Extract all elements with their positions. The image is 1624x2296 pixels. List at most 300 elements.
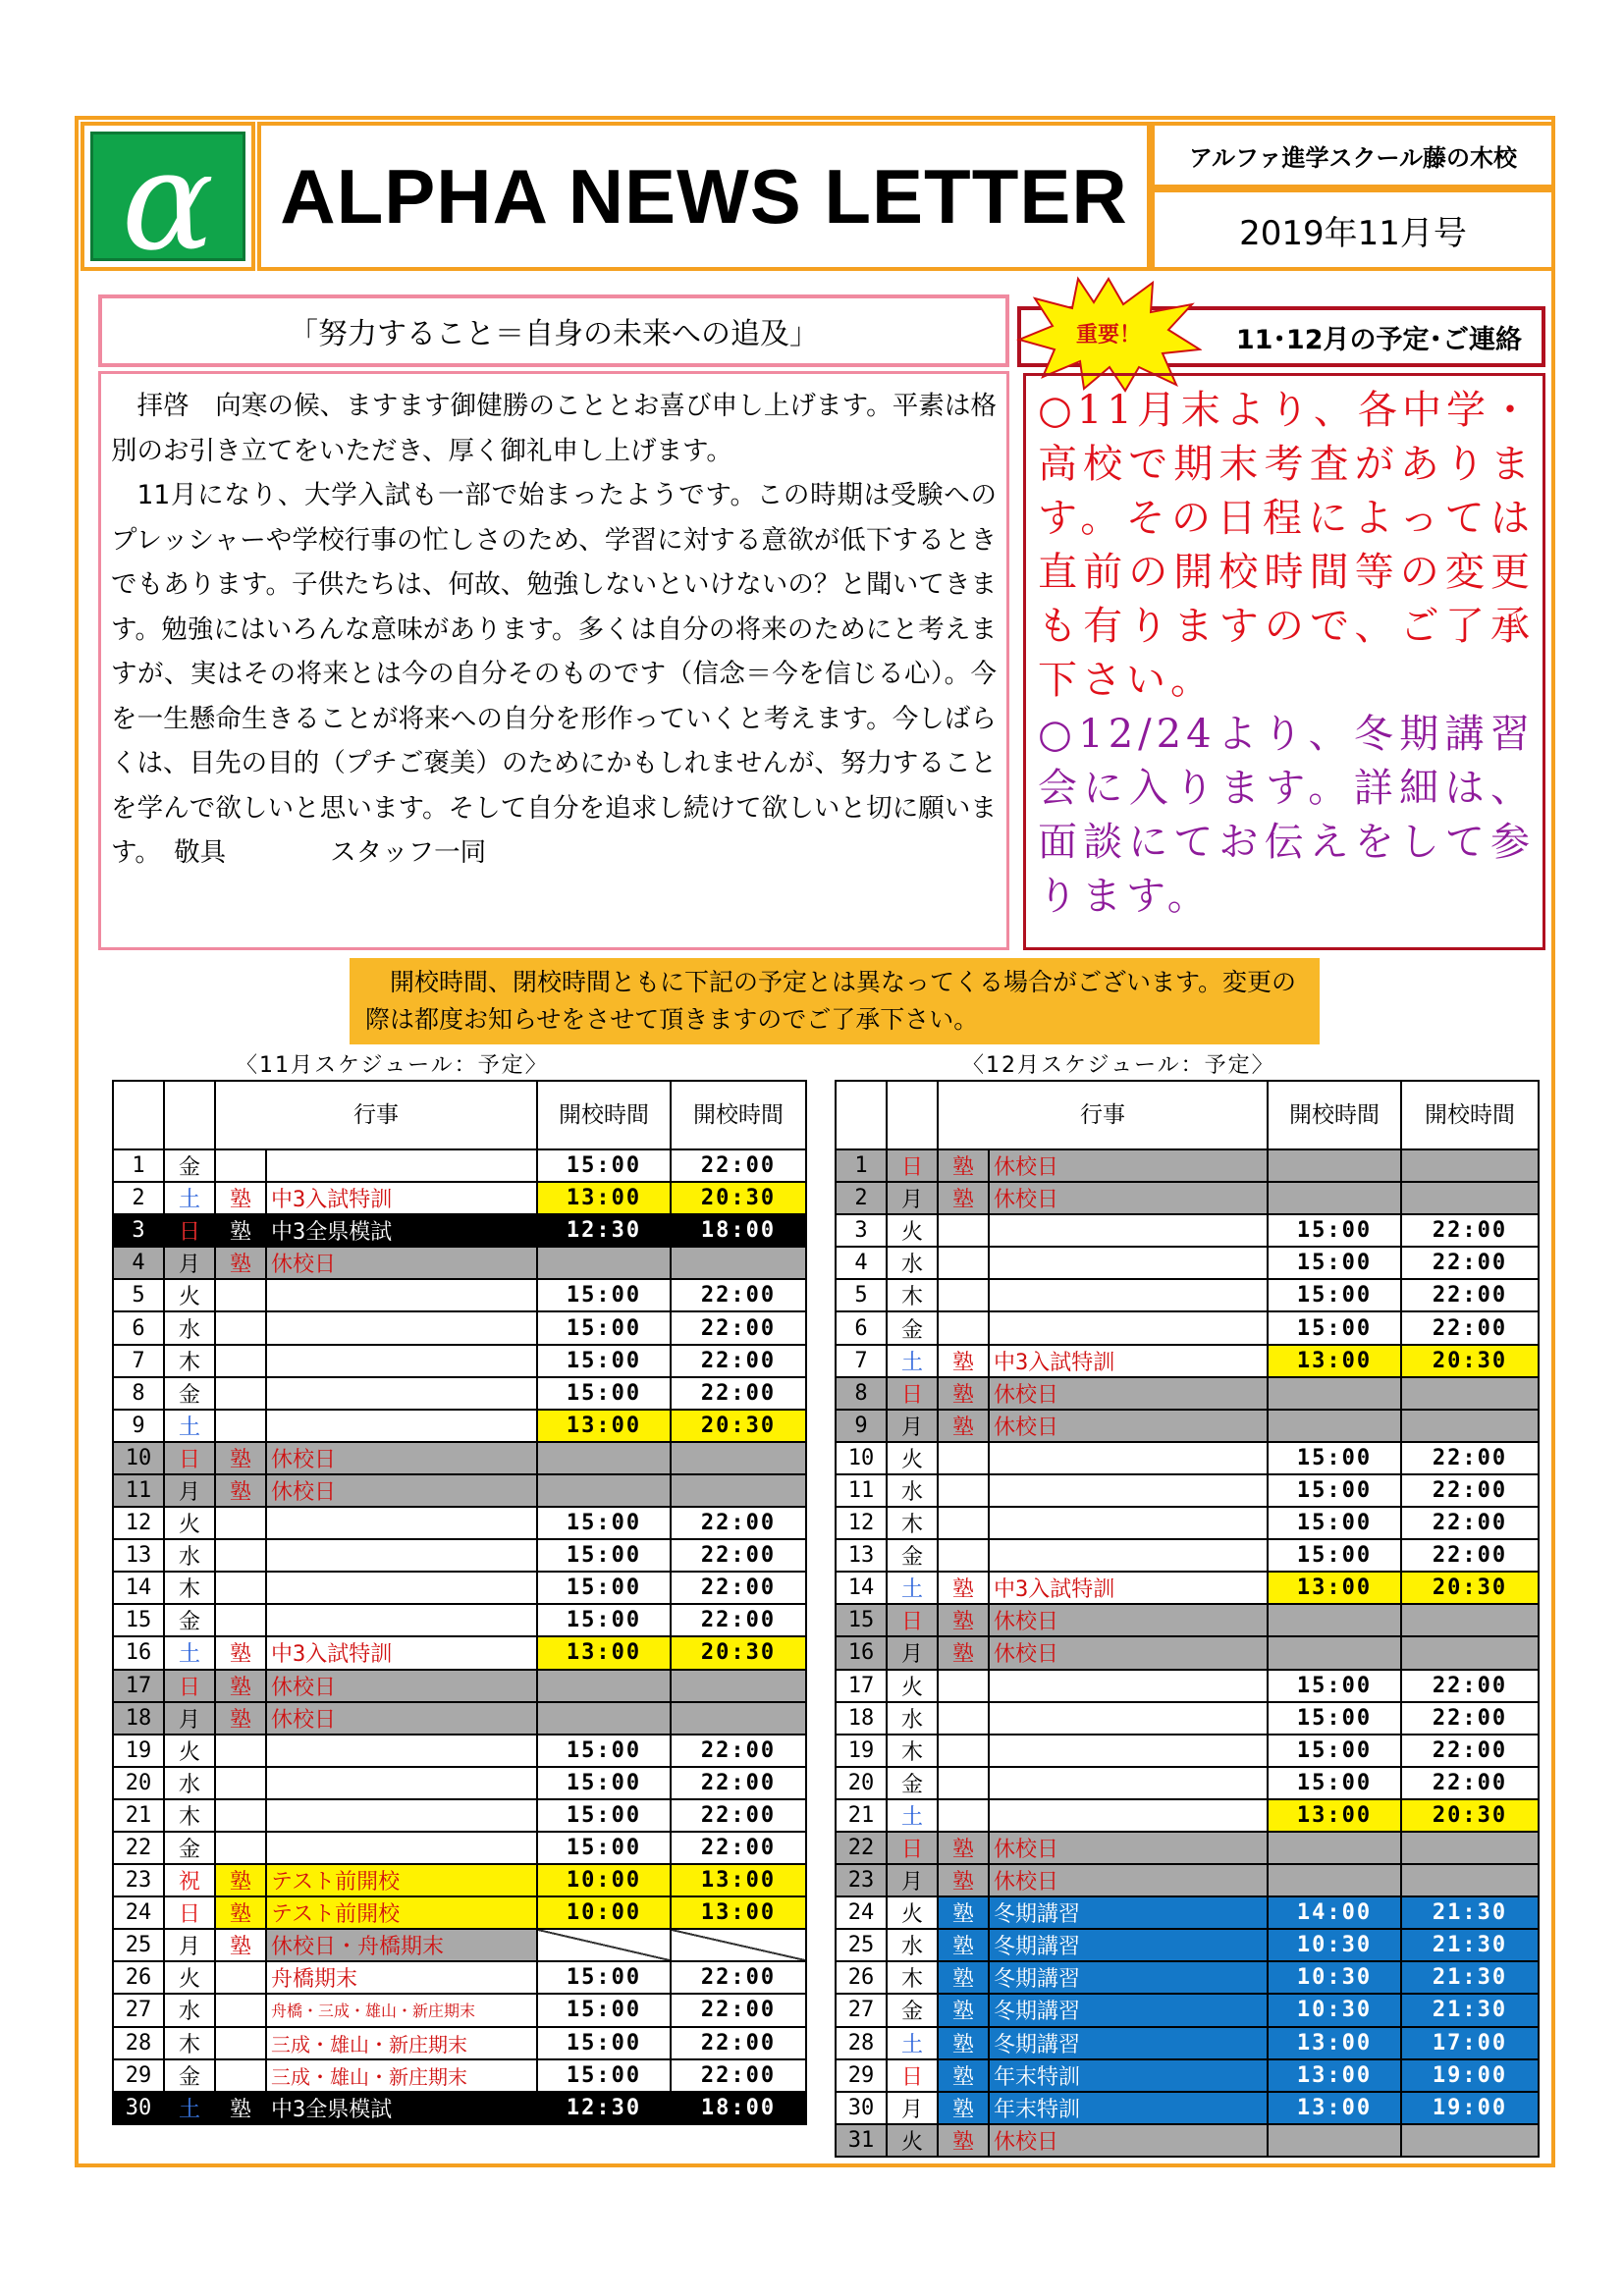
- event-cell: [989, 1507, 1268, 1539]
- open-time-cell: 15:00: [537, 1604, 671, 1636]
- event-cell: 休校日: [266, 1670, 537, 1702]
- juku-cell: [215, 1961, 266, 1994]
- juku-cell: [215, 1377, 266, 1410]
- day-cell: 10: [836, 1442, 887, 1474]
- greeting-paragraph: 拝啓 向寒の候、ますます御健勝のこととお喜び申し上げます。平素は格別のお引き立てをいただき、厚く御礼申し上げます。: [111, 391, 997, 466]
- close-time-cell: 22:00: [1401, 1767, 1539, 1799]
- day-cell: 13: [113, 1539, 164, 1572]
- juku-cell: 塾: [215, 1474, 266, 1507]
- open-time-cell: [537, 1929, 671, 1961]
- event-cell: 年末特訓: [989, 2059, 1268, 2092]
- juku-cell: [938, 1799, 989, 1832]
- open-time-cell: 15:00: [1268, 1214, 1401, 1247]
- weekday-cell: 日: [887, 1832, 938, 1864]
- weekday-cell: 日: [164, 1670, 215, 1702]
- event-cell: [989, 1767, 1268, 1799]
- close-time-cell: 22:00: [671, 1279, 806, 1311]
- weekday-cell: 土: [164, 2092, 215, 2124]
- juku-cell: 塾: [215, 1182, 266, 1214]
- notice-item-exams: ○11月末より、各中学・高校で期末考査があります。その日程によっては直前の開校時間等の変更も有りますので、ご了承下さい。: [1038, 388, 1535, 703]
- day-cell: 4: [836, 1247, 887, 1279]
- weekday-cell: 土: [887, 2027, 938, 2059]
- juku-cell: [215, 1799, 266, 1832]
- close-time-cell: 18:00: [671, 2092, 806, 2124]
- open-time-cell: 15:00: [1268, 1735, 1401, 1767]
- close-time-cell: 22:00: [671, 2027, 806, 2059]
- close-time-cell: 22:00: [671, 1832, 806, 1864]
- close-time-cell: 21:30: [1401, 1896, 1539, 1929]
- juku-cell: [938, 1767, 989, 1799]
- weekday-cell: 日: [887, 2059, 938, 2092]
- juku-cell: [215, 1507, 266, 1539]
- event-cell: 休校日: [989, 1182, 1268, 1214]
- weekday-cell: 金: [887, 1767, 938, 1799]
- open-time-header: 開校時間: [537, 1081, 671, 1149]
- open-time-cell: [1268, 1377, 1401, 1410]
- day-cell: 18: [836, 1702, 887, 1735]
- juku-cell: 塾: [938, 2124, 989, 2157]
- schedule-row: [113, 1929, 806, 1961]
- close-time-cell: 13:00: [671, 1896, 806, 1929]
- schedule-row: [836, 1539, 1539, 1572]
- juku-cell: [215, 1410, 266, 1442]
- day-cell: 30: [836, 2092, 887, 2124]
- open-time-cell: 15:00: [537, 1149, 671, 1182]
- close-time-cell: 22:00: [1401, 1442, 1539, 1474]
- open-time-cell: [537, 1670, 671, 1702]
- event-cell: 休校日: [266, 1247, 537, 1279]
- newsletter-title: ALPHA NEWS LETTER: [257, 122, 1151, 271]
- close-time-cell: 22:00: [1401, 1670, 1539, 1702]
- weekday-cell: 火: [887, 2124, 938, 2157]
- day-cell: 26: [113, 1961, 164, 1994]
- close-time-cell: 22:00: [671, 1767, 806, 1799]
- schedule-row: [113, 1670, 806, 1702]
- weekday-cell: 日: [887, 1604, 938, 1636]
- close-time-cell: [671, 1702, 806, 1735]
- open-time-cell: 15:00: [1268, 1670, 1401, 1702]
- event-cell: 休校日: [989, 1149, 1268, 1182]
- schedule-row: [836, 1279, 1539, 1311]
- weekday-cell: 土: [887, 1572, 938, 1604]
- close-time-cell: 22:00: [1401, 1735, 1539, 1767]
- schedule-row: [113, 1961, 806, 1994]
- juku-cell: 塾: [215, 1670, 266, 1702]
- event-cell: 冬期講習: [989, 1896, 1268, 1929]
- important-badge: 重要！: [1076, 323, 1142, 347]
- juku-cell: 塾: [215, 1702, 266, 1735]
- juku-cell: 塾: [938, 1896, 989, 1929]
- event-cell: テスト前開校: [266, 1864, 537, 1896]
- schedule-row: [113, 1507, 806, 1539]
- open-time-cell: 13:00: [1268, 2059, 1401, 2092]
- schedule-row: [113, 1767, 806, 1799]
- day-cell: 13: [836, 1539, 887, 1572]
- weekday-cell: 土: [887, 1345, 938, 1377]
- day-cell: 14: [836, 1572, 887, 1604]
- schedule-row: [836, 2124, 1539, 2157]
- juku-cell: 塾: [215, 1929, 266, 1961]
- juku-cell: [215, 1767, 266, 1799]
- day-cell: 23: [836, 1864, 887, 1896]
- day-cell: 6: [836, 1311, 887, 1344]
- schedule-row: [836, 1799, 1539, 1832]
- open-time-cell: 13:00: [537, 1410, 671, 1442]
- open-time-cell: 15:00: [1268, 1311, 1401, 1344]
- schedule-row: [836, 1149, 1539, 1182]
- event-cell: 中3入試特訓: [266, 1182, 537, 1214]
- close-time-cell: 22:00: [671, 1961, 806, 1994]
- day-cell: 16: [836, 1636, 887, 1669]
- open-time-cell: 15:00: [537, 1539, 671, 1572]
- november-schedule-table: [112, 1080, 807, 2125]
- juku-cell: 塾: [938, 1572, 989, 1604]
- close-time-cell: 20:30: [671, 1636, 806, 1669]
- weekday-cell: 土: [887, 1799, 938, 1832]
- open-time-cell: 15:00: [537, 1832, 671, 1864]
- weekday-cell: 日: [164, 1214, 215, 1247]
- schedule-row: [113, 1735, 806, 1767]
- schedule-row: [836, 1410, 1539, 1442]
- day-cell: 25: [836, 1929, 887, 1961]
- weekday-cell: 金: [164, 2059, 215, 2092]
- juku-cell: 塾: [938, 1377, 989, 1410]
- day-cell: 3: [836, 1214, 887, 1247]
- open-time-cell: 15:00: [1268, 1767, 1401, 1799]
- schedule-row: [113, 1604, 806, 1636]
- open-time-cell: 13:00: [1268, 1345, 1401, 1377]
- alpha-logo-icon: α: [90, 132, 245, 261]
- open-time-cell: 15:00: [537, 1377, 671, 1410]
- logo: [81, 122, 255, 282]
- schedule-row: [113, 1896, 806, 1929]
- open-time-cell: 15:00: [1268, 1279, 1401, 1311]
- open-time-cell: 15:00: [537, 1311, 671, 1344]
- november-caption: 〈11月スケジュール：予定〉: [236, 1053, 549, 1078]
- schedule-row: [113, 1182, 806, 1214]
- day-cell: 6: [113, 1311, 164, 1344]
- close-time-cell: 22:00: [1401, 1214, 1539, 1247]
- day-cell: 28: [836, 2027, 887, 2059]
- close-time-cell: [671, 1474, 806, 1507]
- close-time-cell: 22:00: [671, 1539, 806, 1572]
- juku-cell: 塾: [215, 1214, 266, 1247]
- juku-cell: [215, 1279, 266, 1311]
- juku-cell: [938, 1735, 989, 1767]
- schedule-row: [836, 1214, 1539, 1247]
- juku-cell: 塾: [938, 1604, 989, 1636]
- close-time-cell: 20:30: [671, 1410, 806, 1442]
- schedule-row: [836, 2027, 1539, 2059]
- day-cell: 20: [113, 1767, 164, 1799]
- event-cell: 休校日: [989, 2124, 1268, 2157]
- schedule-row: [113, 2059, 806, 2092]
- close-time-header: 開校時間: [671, 1081, 806, 1149]
- event-cell: [266, 1410, 537, 1442]
- juku-cell: 塾: [938, 1149, 989, 1182]
- close-time-cell: [671, 1247, 806, 1279]
- juku-cell: 塾: [215, 1864, 266, 1896]
- schedule-row: [836, 1994, 1539, 2026]
- close-time-cell: 22:00: [1401, 1247, 1539, 1279]
- schedule-row: [113, 1279, 806, 1311]
- juku-cell: [938, 1507, 989, 1539]
- weekday-cell: 火: [887, 1896, 938, 1929]
- day-cell: 14: [113, 1572, 164, 1604]
- event-cell: [989, 1799, 1268, 1832]
- event-cell: [989, 1702, 1268, 1735]
- day-cell: 22: [836, 1832, 887, 1864]
- open-time-cell: [537, 1247, 671, 1279]
- schedule-row: [113, 1832, 806, 1864]
- open-time-cell: 15:00: [537, 1735, 671, 1767]
- weekday-cell: 月: [164, 1929, 215, 1961]
- close-time-cell: 21:30: [1401, 1929, 1539, 1961]
- event-cell: [266, 1377, 537, 1410]
- open-time-cell: 15:00: [1268, 1507, 1401, 1539]
- day-cell: 23: [113, 1864, 164, 1896]
- open-time-cell: 15:00: [537, 1572, 671, 1604]
- close-time-cell: 19:00: [1401, 2092, 1539, 2124]
- weekday-cell: 火: [887, 1442, 938, 1474]
- juku-cell: [938, 1279, 989, 1311]
- event-cell: 中3入試特訓: [989, 1572, 1268, 1604]
- juku-cell: 塾: [938, 1961, 989, 1994]
- open-time-cell: 14:00: [1268, 1896, 1401, 1929]
- juku-cell: [215, 1539, 266, 1572]
- schedule-row: [113, 1539, 806, 1572]
- juku-cell: [938, 1670, 989, 1702]
- close-time-cell: [1401, 1832, 1539, 1864]
- schedule-row: [113, 1311, 806, 1344]
- day-cell: 17: [113, 1670, 164, 1702]
- close-time-cell: [671, 1670, 806, 1702]
- schedule-row: [836, 2092, 1539, 2124]
- weekday-cell: 火: [164, 1279, 215, 1311]
- weekday-cell: 日: [887, 1149, 938, 1182]
- event-cell: 中3入試特訓: [989, 1345, 1268, 1377]
- close-time-cell: 22:00: [1401, 1474, 1539, 1507]
- juku-cell: 塾: [215, 2092, 266, 2124]
- close-time-cell: 22:00: [671, 1994, 806, 2026]
- day-cell: 17: [836, 1670, 887, 1702]
- schedule-row: [113, 1474, 806, 1507]
- juku-cell: [938, 1247, 989, 1279]
- notice-body: [1023, 373, 1545, 950]
- schedule-row: [836, 1961, 1539, 1994]
- weekday-cell: 水: [887, 1929, 938, 1961]
- open-time-cell: 15:00: [537, 1994, 671, 2026]
- open-time-cell: 15:00: [1268, 1702, 1401, 1735]
- juku-cell: 塾: [938, 2092, 989, 2124]
- close-time-cell: 22:00: [1401, 1507, 1539, 1539]
- event-cell: 三成・雄山・新庄期末: [266, 2027, 537, 2059]
- juku-cell: [938, 1702, 989, 1735]
- event-cell: 休校日: [266, 1474, 537, 1507]
- event-cell: 舟橋・三成・雄山・新庄期末: [266, 1994, 537, 2026]
- weekday-cell: 日: [164, 1442, 215, 1474]
- event-cell: 舟橋期末: [266, 1961, 537, 1994]
- close-time-cell: [671, 1442, 806, 1474]
- schedule-row: [113, 1377, 806, 1410]
- day-cell: 20: [836, 1767, 887, 1799]
- day-cell: 1: [836, 1149, 887, 1182]
- weekday-cell: 木: [887, 1735, 938, 1767]
- open-time-cell: 12:30: [537, 1214, 671, 1247]
- open-time-cell: 15:00: [537, 1799, 671, 1832]
- close-time-cell: 22:00: [671, 2059, 806, 2092]
- event-cell: [266, 1311, 537, 1344]
- day-cell: 9: [113, 1410, 164, 1442]
- schedule-row: [836, 1572, 1539, 1604]
- event-cell: 年末特訓: [989, 2092, 1268, 2124]
- close-time-cell: 17:00: [1401, 2027, 1539, 2059]
- day-cell: 24: [113, 1896, 164, 1929]
- juku-cell: 塾: [938, 1994, 989, 2026]
- juku-cell: [215, 1572, 266, 1604]
- open-time-cell: 15:00: [1268, 1474, 1401, 1507]
- juku-cell: 塾: [938, 2059, 989, 2092]
- open-time-cell: 10:00: [537, 1864, 671, 1896]
- day-cell: 5: [836, 1279, 887, 1311]
- event-cell: [989, 1670, 1268, 1702]
- day-cell: 28: [113, 2027, 164, 2059]
- weekday-cell: 金: [887, 1539, 938, 1572]
- schedule-row: [113, 1994, 806, 2026]
- close-time-cell: 13:00: [671, 1864, 806, 1896]
- schedule-row: [836, 1670, 1539, 1702]
- event-cell: [989, 1474, 1268, 1507]
- juku-cell: 塾: [215, 1442, 266, 1474]
- schedule-row: [113, 2092, 806, 2124]
- event-cell: 中3全県模試: [266, 2092, 537, 2124]
- schedule-row: [836, 1832, 1539, 1864]
- open-time-cell: [1268, 1864, 1401, 1896]
- schedule-row: [836, 1896, 1539, 1929]
- schedule-row: [113, 1799, 806, 1832]
- juku-cell: [938, 1442, 989, 1474]
- close-time-cell: 22:00: [671, 1604, 806, 1636]
- close-time-cell: 22:00: [671, 1311, 806, 1344]
- open-time-cell: 10:00: [537, 1896, 671, 1929]
- juku-cell: [215, 1832, 266, 1864]
- event-cell: [266, 1539, 537, 1572]
- event-cell: [266, 1279, 537, 1311]
- day-cell: 4: [113, 1247, 164, 1279]
- juku-cell: 塾: [938, 1182, 989, 1214]
- weekday-cell: 月: [887, 2092, 938, 2124]
- juku-cell: [215, 1604, 266, 1636]
- day-cell: 8: [836, 1377, 887, 1410]
- close-time-cell: 22:00: [1401, 1702, 1539, 1735]
- open-time-cell: 15:00: [537, 1767, 671, 1799]
- schedule-row: [836, 1636, 1539, 1669]
- juku-cell: [938, 1214, 989, 1247]
- day-cell: 2: [113, 1182, 164, 1214]
- open-time-cell: [1268, 1832, 1401, 1864]
- close-time-cell: 21:30: [1401, 1994, 1539, 2026]
- event-cell: [989, 1735, 1268, 1767]
- open-time-cell: 10:30: [1268, 1994, 1401, 2026]
- notice-title: 11･12月の予定･ご連絡: [1235, 324, 1522, 355]
- close-time-cell: 21:30: [1401, 1961, 1539, 1994]
- day-cell: 24: [836, 1896, 887, 1929]
- juku-cell: 塾: [938, 1929, 989, 1961]
- juku-cell: 塾: [215, 1247, 266, 1279]
- weekday-cell: 金: [164, 1604, 215, 1636]
- day-cell: 19: [836, 1735, 887, 1767]
- schedule-row: [113, 1410, 806, 1442]
- schedule-row: [113, 1636, 806, 1669]
- event-cell: [266, 1345, 537, 1377]
- open-time-cell: 15:00: [1268, 1539, 1401, 1572]
- close-time-cell: 22:00: [671, 1377, 806, 1410]
- schedule-row: [113, 2027, 806, 2059]
- weekday-cell: 火: [164, 1735, 215, 1767]
- event-cell: [266, 1832, 537, 1864]
- schedule-notice-banner: 開校時間、閉校時間ともに下記の予定とは異なってくる場合がございます。変更の際は都度お知らせをさせて頂きますのでご了承下さい。: [350, 958, 1320, 1044]
- event-cell: 休校日: [989, 1636, 1268, 1669]
- juku-cell: 塾: [938, 2027, 989, 2059]
- close-time-header: 開校時間: [1401, 1081, 1539, 1149]
- weekday-cell: 火: [887, 1214, 938, 1247]
- weekday-cell: 金: [164, 1377, 215, 1410]
- day-cell: 2: [836, 1182, 887, 1214]
- close-time-cell: 22:00: [671, 1799, 806, 1832]
- schedule-row: [836, 1311, 1539, 1344]
- event-cell: 三成・雄山・新庄期末: [266, 2059, 537, 2092]
- weekday-cell: 火: [164, 1507, 215, 1539]
- event-cell: [266, 1604, 537, 1636]
- event-cell: 休校日: [989, 1604, 1268, 1636]
- open-time-cell: 10:30: [1268, 1929, 1401, 1961]
- event-cell: [266, 1799, 537, 1832]
- weekday-cell: 月: [887, 1636, 938, 1669]
- schedule-row: [113, 1702, 806, 1735]
- open-time-cell: 15:00: [537, 1507, 671, 1539]
- weekday-cell: 月: [887, 1410, 938, 1442]
- schedule-row: [836, 2059, 1539, 2092]
- close-time-cell: 20:30: [671, 1182, 806, 1214]
- close-time-cell: [1401, 1149, 1539, 1182]
- event-cell: [266, 1507, 537, 1539]
- open-time-header: 開校時間: [1268, 1081, 1401, 1149]
- close-time-cell: [1401, 1410, 1539, 1442]
- juku-cell: [215, 1994, 266, 2026]
- open-time-cell: 15:00: [1268, 1442, 1401, 1474]
- weekday-cell: 土: [164, 1182, 215, 1214]
- event-cell: 休校日・舟橋期末: [266, 1929, 537, 1961]
- day-cell: 15: [113, 1604, 164, 1636]
- open-time-cell: [1268, 1604, 1401, 1636]
- event-cell: 冬期講習: [989, 1929, 1268, 1961]
- event-cell: [266, 1572, 537, 1604]
- event-cell: 休校日: [989, 1832, 1268, 1864]
- close-time-cell: 22:00: [671, 1507, 806, 1539]
- close-time-cell: 22:00: [671, 1572, 806, 1604]
- juku-cell: 塾: [938, 1410, 989, 1442]
- weekday-cell: 火: [887, 1670, 938, 1702]
- event-cell: 冬期講習: [989, 1961, 1268, 1994]
- weekday-cell: 月: [887, 1864, 938, 1896]
- open-time-cell: 15:00: [537, 2059, 671, 2092]
- open-time-cell: 13:00: [1268, 2027, 1401, 2059]
- weekday-cell: 日: [887, 1377, 938, 1410]
- day-cell: 12: [836, 1507, 887, 1539]
- event-cell: 冬期講習: [989, 1994, 1268, 2026]
- weekday-cell: 水: [887, 1474, 938, 1507]
- greeting-letter: [98, 371, 1009, 950]
